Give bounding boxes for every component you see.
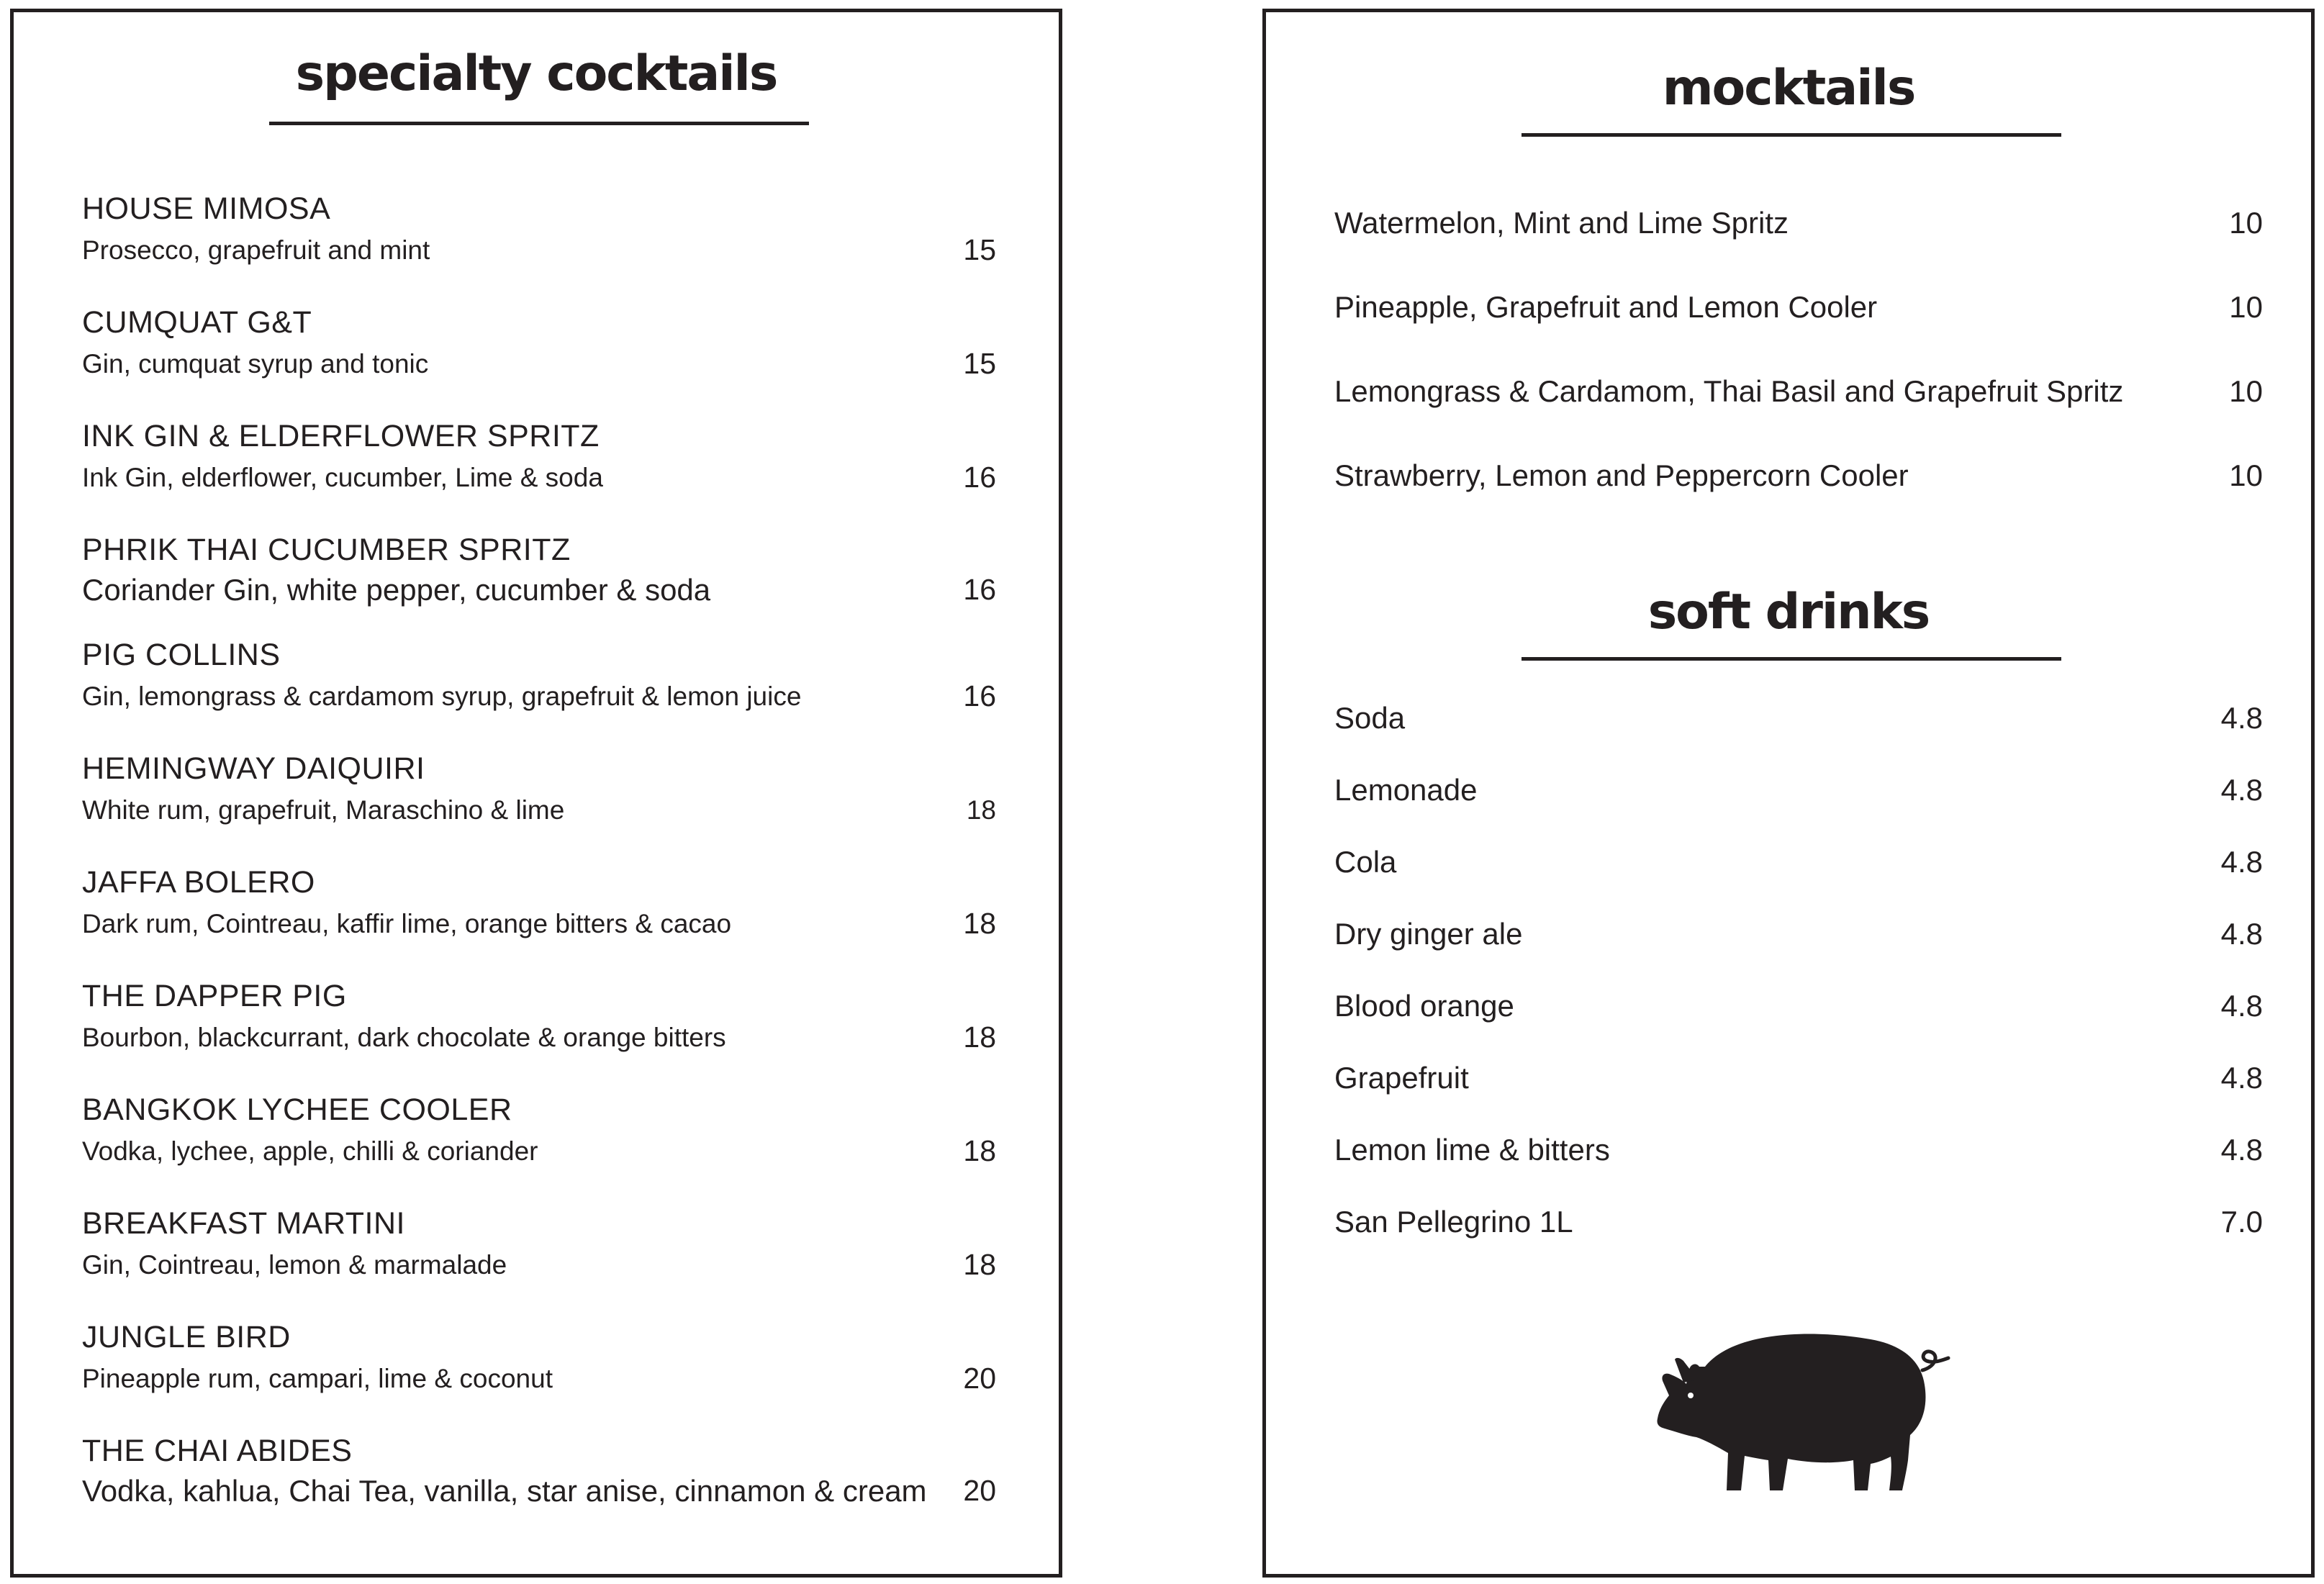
cocktail-desc: Vodka, kahlua, Chai Tea, vanilla, star anise, cinnamon & cream xyxy=(82,1474,927,1508)
cocktail-price: 18 xyxy=(963,1248,996,1281)
cocktails-heading: specialty cocktails xyxy=(295,45,777,102)
soft-drink-name: Blood orange xyxy=(1334,989,1514,1023)
cocktail-name: THE CHAI ABIDES xyxy=(82,1434,353,1468)
mocktail-name: Lemongrass & Cardamom, Thai Basil and Grapefruit Spritz xyxy=(1334,374,2124,408)
mocktail-name: Pineapple, Grapefruit and Lemon Cooler xyxy=(1334,290,1878,324)
cocktail-name: PIG COLLINS xyxy=(82,638,281,672)
cocktail-price: 15 xyxy=(963,233,996,266)
soft-drink-name: San Pellegrino 1L xyxy=(1334,1205,1573,1239)
cocktail-name: PHRIK THAI CUCUMBER SPRITZ xyxy=(82,533,571,567)
cocktail-desc: Bourbon, blackcurrant, dark chocolate & orange bitters xyxy=(82,1023,726,1052)
cocktail-desc: Dark rum, Cointreau, kaffir lime, orange bitters & cacao xyxy=(82,909,732,938)
mocktail-price: 10 xyxy=(2229,290,2263,324)
cocktail-price: 16 xyxy=(963,679,996,712)
mocktail-name: Watermelon, Mint and Lime Spritz xyxy=(1334,206,1789,240)
cocktail-price: 20 xyxy=(963,1474,996,1507)
cocktail-desc: Gin, Cointreau, lemon & marmalade xyxy=(82,1250,507,1280)
soft-drink-name: Lemonade xyxy=(1334,773,1478,807)
soft-drink-name: Soda xyxy=(1334,701,1406,735)
soft-drink-price: 4.8 xyxy=(2220,917,2263,951)
mocktail-price: 10 xyxy=(2229,206,2263,240)
mocktails-heading-rule xyxy=(1522,133,2061,137)
mocktail-price: 10 xyxy=(2229,374,2263,408)
soft-drink-price: 4.8 xyxy=(2220,701,2263,735)
pig-icon xyxy=(1655,1316,1957,1496)
cocktail-price: 18 xyxy=(963,1134,996,1167)
cocktail-desc: Ink Gin, elderflower, cucumber, Lime & soda xyxy=(82,463,603,492)
cocktail-name: JAFFA BOLERO xyxy=(82,865,315,900)
soft-drink-price: 4.8 xyxy=(2220,773,2263,807)
soft-drink-price: 4.8 xyxy=(2220,1133,2263,1167)
cocktail-desc: Gin, lemongrass & cardamom syrup, grapefruit & lemon juice xyxy=(82,682,802,711)
mocktail-name: Strawberry, Lemon and Peppercorn Cooler xyxy=(1334,458,1909,492)
cocktail-desc: Coriander Gin, white pepper, cucumber & soda xyxy=(82,573,711,607)
cocktail-price: 18 xyxy=(963,907,996,940)
cocktail-price: 15 xyxy=(963,347,996,380)
cocktail-name: CUMQUAT G&T xyxy=(82,305,312,340)
soft-drink-name: Grapefruit xyxy=(1334,1061,1469,1095)
cocktails-heading-rule xyxy=(269,122,809,125)
cocktail-desc: Gin, cumquat syrup and tonic xyxy=(82,349,429,379)
soft-drink-price: 4.8 xyxy=(2220,989,2263,1023)
soft-drink-name: Cola xyxy=(1334,845,1397,879)
cocktail-desc: White rum, grapefruit, Maraschino & lime xyxy=(82,795,565,825)
cocktail-name: BREAKFAST MARTINI xyxy=(82,1206,405,1241)
cocktails-panel xyxy=(10,9,1062,1578)
soft-drinks-heading: soft drinks xyxy=(1647,584,1930,641)
soft-drink-name: Dry ginger ale xyxy=(1334,917,1523,951)
soft-drink-price: 4.8 xyxy=(2220,845,2263,879)
cocktail-name: HOUSE MIMOSA xyxy=(82,191,331,226)
soft-drinks-heading-rule xyxy=(1522,657,2061,661)
cocktail-desc: Prosecco, grapefruit and mint xyxy=(82,235,430,265)
cocktail-name: HEMINGWAY DAIQUIRI xyxy=(82,751,425,786)
cocktail-name: JUNGLE BIRD xyxy=(82,1320,291,1354)
drinks-panel xyxy=(1262,9,2315,1578)
soft-drink-price: 4.8 xyxy=(2220,1061,2263,1095)
cocktail-price: 18 xyxy=(966,795,996,825)
mocktails-heading: mocktails xyxy=(1662,60,1915,117)
soft-drink-name: Lemon lime & bitters xyxy=(1334,1133,1610,1167)
cocktail-price: 18 xyxy=(963,1020,996,1054)
cocktail-price: 16 xyxy=(963,573,996,606)
cocktail-name: INK GIN & ELDERFLOWER SPRITZ xyxy=(82,419,600,453)
cocktail-name: THE DAPPER PIG xyxy=(82,979,347,1013)
soft-drink-price: 7.0 xyxy=(2220,1205,2263,1239)
mocktail-price: 10 xyxy=(2229,458,2263,492)
cocktail-desc: Pineapple rum, campari, lime & coconut xyxy=(82,1364,553,1393)
cocktail-price: 20 xyxy=(963,1362,996,1395)
cocktail-price: 16 xyxy=(963,461,996,494)
cocktail-desc: Vodka, lychee, apple, chilli & coriander xyxy=(82,1136,538,1166)
cocktail-name: BANGKOK LYCHEE COOLER xyxy=(82,1092,512,1127)
